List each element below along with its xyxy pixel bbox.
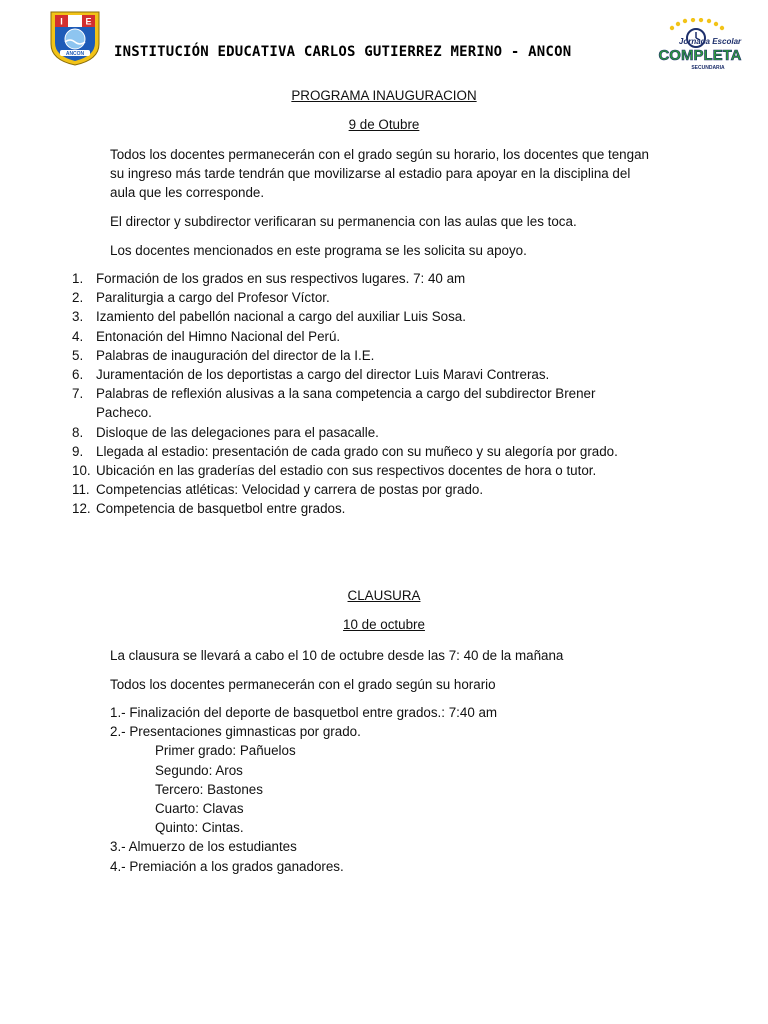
inauguration-program-list: [72, 269, 672, 519]
svg-text:I: I: [60, 16, 63, 27]
list-item: 2.- Presentaciones gimnasticas por grado.: [110, 724, 361, 740]
inauguration-date: 9 de Otubre: [348, 117, 420, 132]
closing-paragraph-1: La clausura se llevará a cabo el 10 de octubre desde las 7: 40 de la mañana: [110, 648, 564, 663]
list-item: 7. Palabras de reflexión alusivas a la sana competencia a cargo del subdirector Brener Pacheco.: [72, 386, 596, 421]
list-item: 1.- Finalización del deporte de basquetbol entre grados.: 7:40 am: [110, 705, 498, 720]
list-item: 6. Juramentación de los deportistas a cargo del director Luis Maravi Contreras.: [72, 367, 550, 383]
list-item: Primer grado: Pañuelos: [155, 743, 296, 759]
inauguration-paragraph-2: El director y subdirector verificaran su permanencia con las aulas que les toca.: [110, 214, 577, 229]
inauguration-paragraph-3: Los docentes mencionados en este programa se les solicita su apoyo.: [110, 243, 527, 258]
list-item: 11. Competencias atléticas: Velocidad y carrera de postas por grado.: [72, 482, 484, 498]
list-item: 1. Formación de los grados en sus respectivos lugares. 7: 40 am: [72, 271, 466, 286]
closing-program-list: [110, 703, 670, 876]
closing-paragraph-2: Todos los docentes permanecerán con el grado según su horario: [110, 677, 496, 692]
list-item: Cuarto: Clavas: [155, 801, 244, 817]
svg-text:COMPLETA: COMPLETA: [658, 47, 742, 64]
list-item: 10. Ubicación en las graderías del estadio con sus respectivos docentes de hora o tutor.: [72, 463, 597, 479]
closing-title: CLAUSURA: [347, 588, 421, 603]
list-item: 4. Entonación del Himno Nacional del Perú.: [72, 328, 341, 344]
list-item: Tercero: Bastones: [155, 781, 263, 797]
svg-text:Jornada Escolar: Jornada Escolar: [678, 37, 742, 46]
jornada-escolar-completa-logo: [648, 18, 752, 72]
closing-date: 10 de octubre: [343, 617, 425, 632]
inauguration-paragraph-1: Todos los docentes permanecerán con el grado según su horario, los docentes que tengan su ingreso más tarde tendrán que movilizarse al estadio para apoyar en la disciplina del aula que les corresponde.: [110, 147, 649, 201]
svg-text:SECUNDARIA: SECUNDARIA: [691, 65, 725, 71]
list-item: 3.- Almuerzo de los estudiantes: [110, 839, 297, 855]
list-item: 8. Disloque de las delegaciones para el pasacalle.: [72, 424, 379, 440]
list-item: 12. Competencia de basquetbol entre grados.: [72, 501, 346, 517]
list-item: Quinto: Cintas.: [155, 820, 244, 836]
list-item: 5. Palabras de inauguración del director de la I.E.: [72, 347, 375, 363]
list-item: 9. Llegada al estadio: presentación de cada grado con su muñeco y su alegoría por grado.: [72, 443, 618, 459]
institution-title: INSTITUCIÓN EDUCATIVA CARLOS GUTIERREZ MERINO - ANCON: [114, 44, 572, 60]
list-item: 3. Izamiento del pabellón nacional a cargo del auxiliar Luis Sosa.: [72, 309, 466, 325]
svg-text:ANCON: ANCON: [65, 51, 85, 57]
list-item: 4.- Premiación a los grados ganadores.: [110, 858, 344, 874]
list-item: Segundo: Aros: [155, 762, 243, 778]
school-crest-logo: [49, 10, 101, 66]
svg-text:E: E: [85, 16, 92, 27]
list-item: 2. Paraliturgia a cargo del Profesor Víctor.: [72, 290, 330, 306]
inauguration-title: PROGRAMA INAUGURACION: [291, 88, 477, 103]
